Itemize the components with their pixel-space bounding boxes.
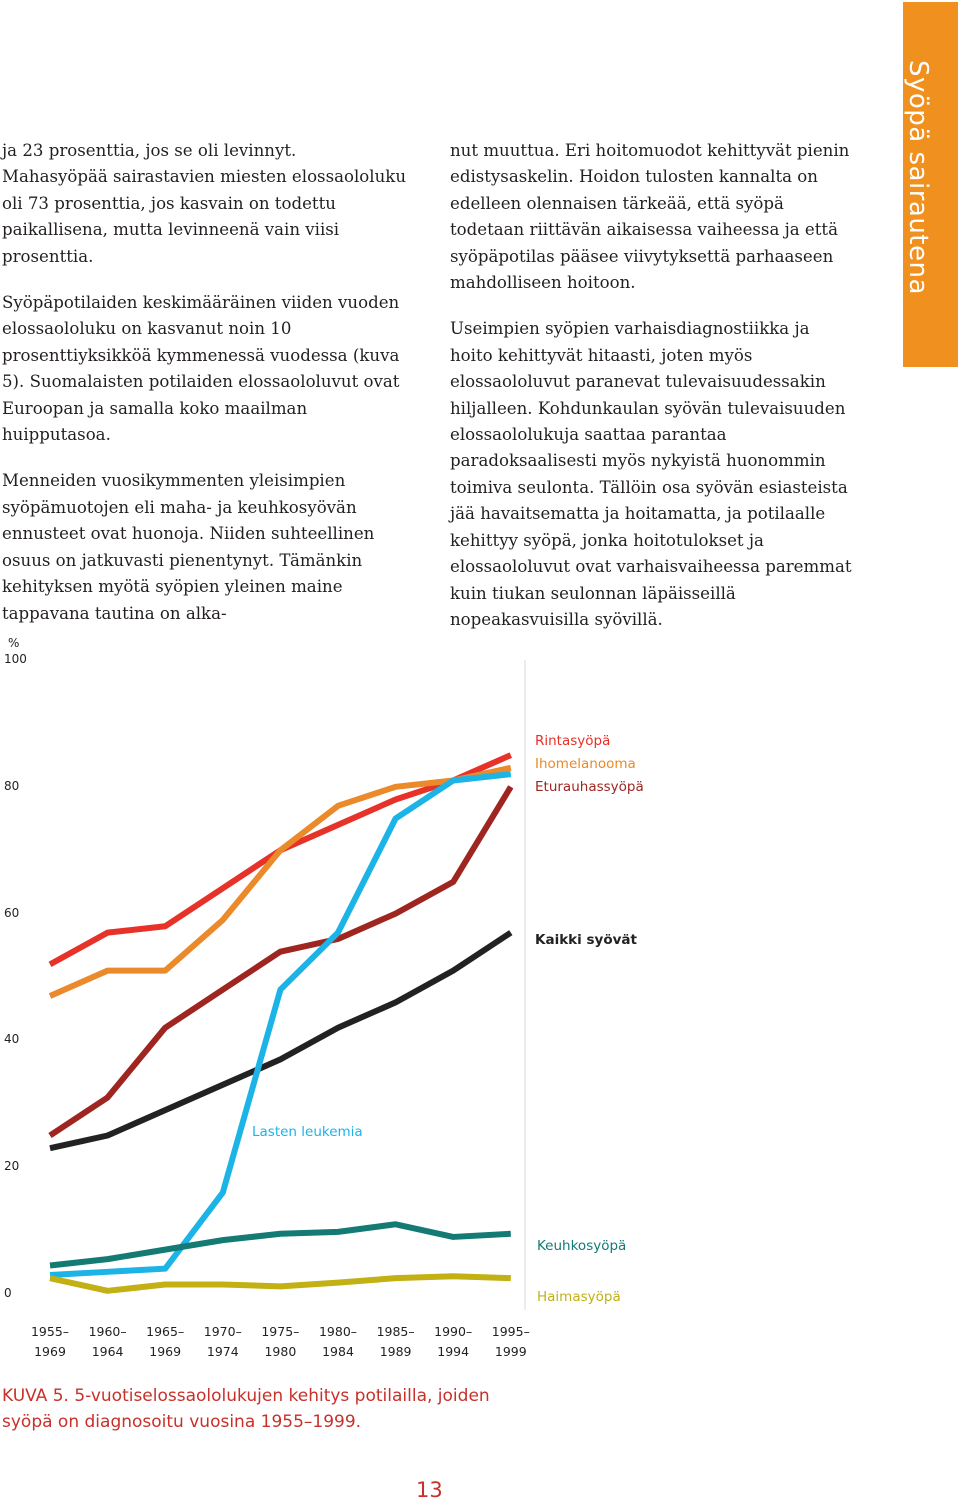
series-label: Ihomelanooma [535, 756, 636, 772]
x-tick-label: 1960– 1964 [88, 1324, 127, 1359]
x-tick-label: 1990– 1994 [434, 1324, 473, 1359]
paragraph: ja 23 prosenttia, jos se oli levinnyt. Mahasyöpää sairastavien miesten elossaololuku oli 73 prosenttia, jos kasvain on todettu paikallisena, mutta levinneenä vain viisi prosenttia. [2, 141, 407, 266]
figure-caption: KUVA 5. 5-vuotiselossaololukujen kehitys potilailla, joiden syöpä on diagnosoitu vuosina 1955–1999. [2, 1386, 490, 1432]
series-line-5 [50, 1224, 511, 1265]
y-tick-label: 40 [4, 1032, 20, 1047]
y-tick-label: 0 [4, 1286, 12, 1300]
x-tick-label: 1975– 1980 [261, 1324, 300, 1359]
y-tick-label: 80 [4, 778, 20, 793]
paragraph: Useimpien syöpien varhaisdiagnostiikka ja hoito kehittyvät hitaasti, joten myös elossaololuvut paranevat tulevaisuudessakin hiljalleen. Kohdunkaulan syövän tulevaisuuden elossaololukuja saattaa parantaa paradoksaalisesti myös nykyistä huonommin toimiva seulonta. Tällöin osa syövän esiasteista jää havaitsematta ja hoitamatta, ja potilaalle kehittyy syöpä, jonka hoitotulokset ja elossaololuvut ovat varhaisvaiheessa paremmat kuin tiukan seulonnan läpäisseillä nopeakasvuisilla syövillä. [450, 319, 852, 629]
series-label: Lasten leukemia [252, 1124, 363, 1140]
x-tick-label: 1995– 1999 [491, 1324, 530, 1359]
series-label: Eturauhassyöpä [535, 779, 644, 795]
paragraph: Menneiden vuosikymmenten yleisimpien syöpämuotojen eli maha- ja keuhkosyövän ennusteet ovat huonoja. Niiden suhteellinen osuus on jatkuvasti pienentynyt. Tämänkin kehityksen myötä syöpien yleinen maine tappavana tautina on alka- [2, 471, 375, 623]
y-tick-label: 60 [4, 905, 20, 920]
series-line-3 [50, 933, 511, 1149]
series-line-6 [50, 1276, 511, 1291]
series-line-2 [50, 787, 511, 1136]
y-tick-label: 100 [4, 652, 27, 666]
paragraph: nut muuttua. Eri hoitomuodot kehittyvät pienin edistysaskelin. Hoidon tulosten kannalta on edelleen olennaisen tärkeää, että syöpä todetaan riittävän aikaisessa vaiheessa ja että syöpäpotilas pääsee viivytyksettä parhaaseen mahdolliseen hoitoon. [450, 141, 850, 293]
page-number: 13 [416, 1478, 443, 1502]
paragraph: Syöpäpotilaiden keskimääräinen viiden vuoden elossaololuku on kasvanut noin 10 prosenttiyksikköä kymmenessä vuodessa (kuva 5). Suomalaisten potilaiden elossaololuvut ovat Euroopan ja samalla koko maailman huipputasoa. [2, 293, 400, 445]
x-tick-label: 1955– 1969 [30, 1324, 70, 1359]
x-tick-label: 1980– 1984 [318, 1324, 358, 1359]
series-label: Rintasyöpä [535, 733, 611, 749]
side-tab-label: Syöpä sairautena [903, 60, 933, 295]
series-label: Haimasyöpä [537, 1289, 621, 1305]
y-tick-label: 20 [4, 1159, 20, 1174]
y-axis-unit: % [8, 636, 20, 650]
series-label: Kaikki syövät [535, 932, 637, 948]
series-line-1 [50, 768, 511, 996]
x-tick-label: 1965– 1969 [146, 1324, 185, 1359]
x-tick-label: 1985– 1989 [376, 1324, 415, 1359]
x-tick-label: 1970– 1974 [203, 1324, 242, 1359]
series-label: Keuhkosyöpä [537, 1238, 627, 1254]
